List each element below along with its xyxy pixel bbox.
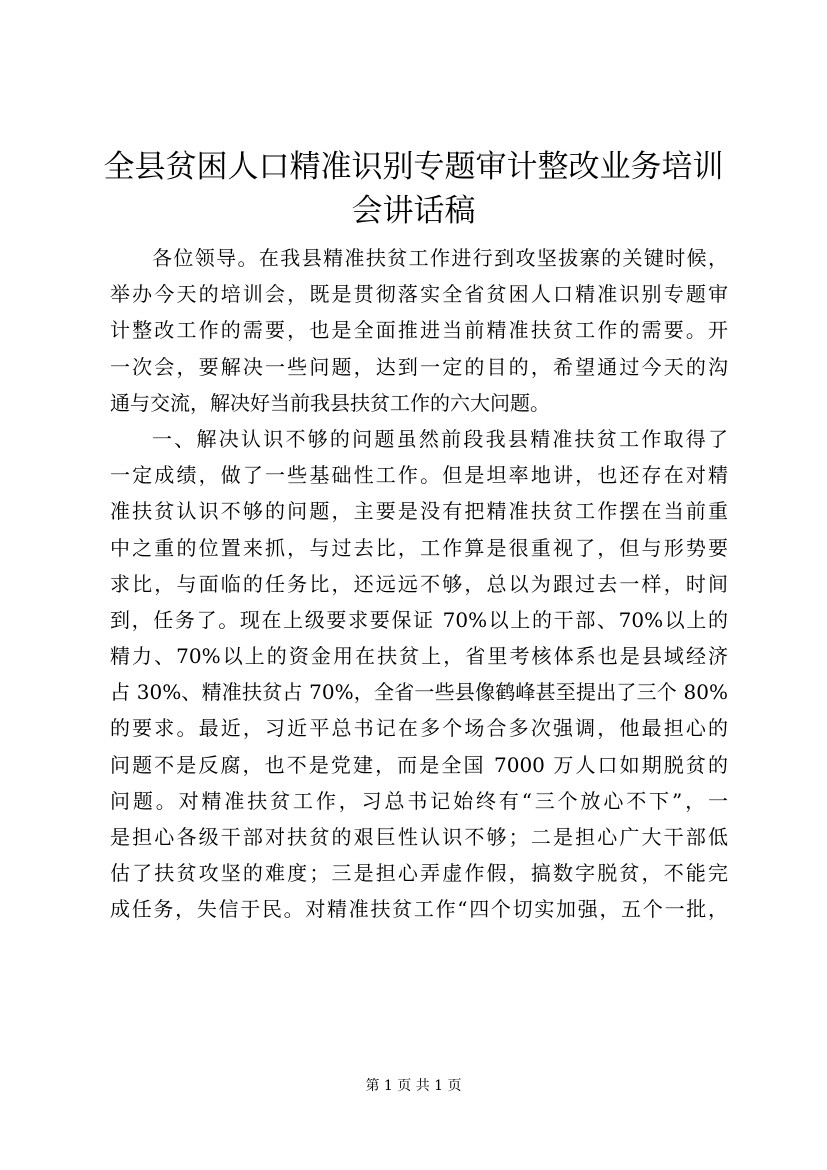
title-line-2: 会讲话稿 [351, 193, 476, 229]
paragraph-1-line: 各位领导。在我县精准扶贫工作进行到攻坚拔寨的关键时候， [152, 246, 728, 270]
paragraph-1-line: 举办今天的培训会，既是贯彻落实全省贫困人口精准识别专题审 [110, 282, 728, 307]
paragraph-1-line: 计整改工作的需要，也是全面推进当前精准扶贫工作的需要。开 [110, 318, 728, 343]
paragraph-1-line: 通与交流，解决好当前我县扶贫工作的六大问题。 [110, 390, 550, 415]
page-footer: 第 1 页 共 1 页 [365, 1078, 462, 1094]
paragraph-2-line: 成任务，失信于民。对精准扶贫工作“四个切实加强，五个一批， [110, 897, 728, 922]
document-body [110, 240, 728, 928]
paragraph-2-line: 问题不是反腐，也不是党建，而是全国 7000 万人口如期脱贫的 [110, 752, 728, 777]
paragraph-1-line: 一次会，要解决一些问题，达到一定的目的，希望通过今天的沟 [110, 354, 728, 379]
paragraph-2-line: 准扶贫认识不够的问题，主要是没有把精准扶贫工作摆在当前重 [110, 499, 728, 524]
title-line-1: 全县贫困人口精准识别专题审计整改业务培训 [103, 149, 724, 185]
paragraph-2-line: 精力、70%以上的资金用在扶贫上，省里考核体系也是县域经济 [110, 644, 728, 669]
paragraph-2-line: 是担心各级干部对扶贫的艰巨性认识不够；二是担心广大干部低 [110, 825, 728, 849]
document-title [100, 145, 727, 233]
paragraph-2-line: 到，任务了。现在上级要求要保证 70%以上的干部、70%以上的 [110, 607, 728, 632]
paragraph-2-line: 问题。对精准扶贫工作，习总书记始终有“三个放心不下”，一 [110, 788, 728, 813]
paragraph-2-line: 估了扶贫攻坚的难度；三是担心弄虚作假，搞数字脱贫，不能完 [110, 861, 728, 886]
paragraph-2-line: 求比，与面临的任务比，还远远不够，总以为跟过去一样，时间 [110, 571, 728, 596]
paragraph-2-line: 占 30%、精准扶贫占 70%，全省一些县像鹤峰甚至提出了三个 80% [110, 680, 728, 705]
paragraph-2-line: 一、解决认识不够的问题虽然前段我县精准扶贫工作取得了 [152, 426, 728, 451]
paragraph-2-line: 中之重的位置来抓，与过去比，工作算是很重视了，但与形势要 [110, 535, 728, 560]
paragraph-2-line: 的要求。最近，习近平总书记在多个场合多次强调，他最担心的 [110, 716, 728, 741]
paragraph-2-line: 一定成绩，做了一些基础性工作。但是坦率地讲，也还存在对精 [110, 463, 728, 488]
